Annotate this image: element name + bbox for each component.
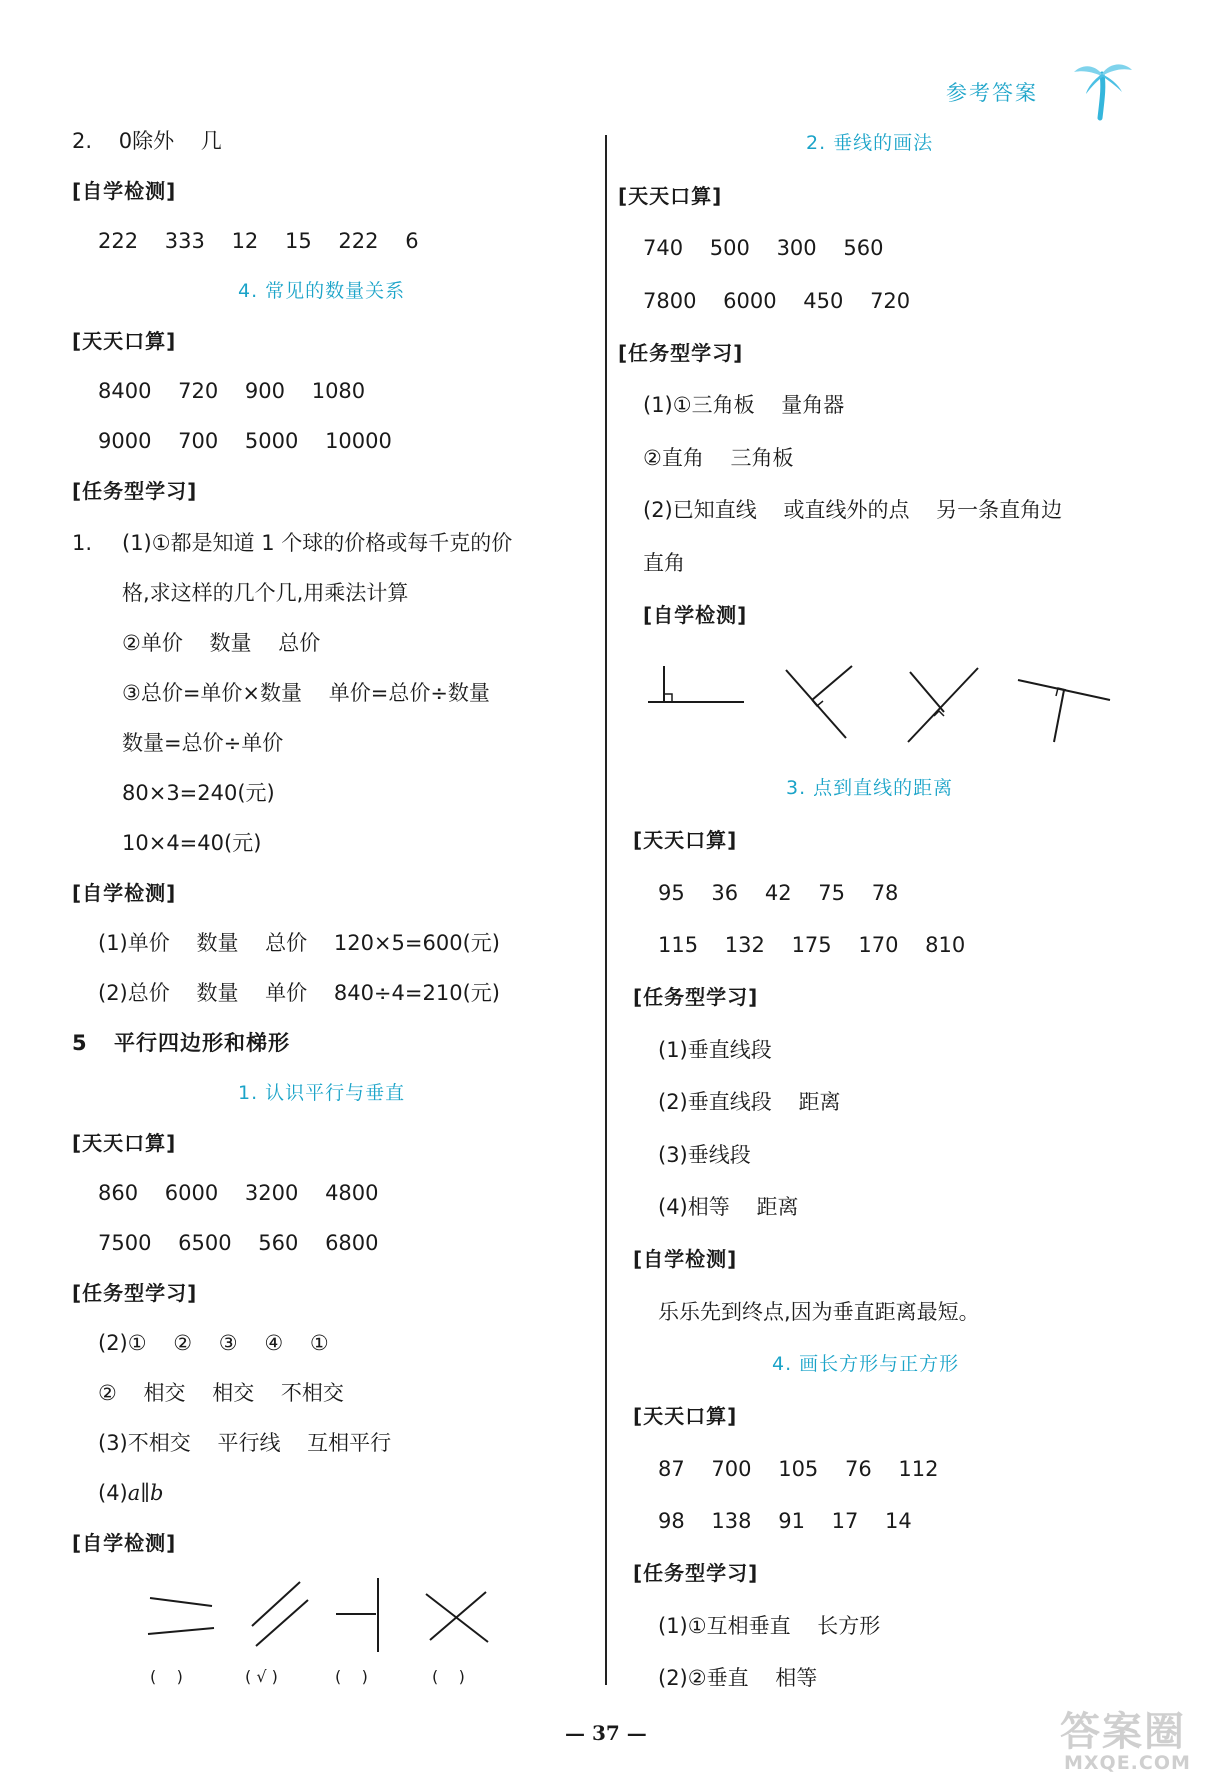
section-heading: 3. 点到直线的距离 (786, 777, 954, 799)
section-bracket-title: [天天口算] (72, 1131, 177, 1155)
answer-line: 数量=总价÷单价 (122, 731, 284, 755)
answer-line: 87 700 105 76 112 (658, 1457, 939, 1481)
answer-line: 8400 720 900 1080 (98, 379, 366, 403)
answer-bracket: ( ) (150, 1667, 183, 1686)
answer-bracket: ( √ ) (245, 1667, 278, 1686)
answer-line: (1)垂直线段 (658, 1038, 772, 1062)
answer-line: 222 333 12 15 222 6 (98, 229, 419, 253)
chapter-number: 5 (72, 1031, 87, 1055)
chapter-title: 平行四边形和梯形 (114, 1031, 290, 1055)
answer-line: 860 6000 3200 4800 (98, 1181, 379, 1205)
section-bracket-title: [任务型学习] (633, 1561, 759, 1585)
section-bracket-title: [天天口算] (618, 184, 723, 208)
answer-line: 95 36 42 75 78 (658, 881, 899, 905)
section-heading: 4. 画长方形与正方形 (772, 1353, 960, 1375)
item-number: 1. (72, 531, 93, 555)
section-bracket-title: [任务型学习] (618, 341, 744, 365)
section-bracket-title: [任务型学习] (72, 479, 198, 503)
answer-line: (1)①三角板 量角器 (643, 393, 845, 417)
answer-line: ③总价=单价×数量 单价=总价÷数量 (122, 681, 490, 705)
column-divider (605, 135, 607, 1685)
answer-line: (2)总价 数量 单价 840÷4=210(元) (98, 981, 500, 1005)
answer-line: 10×4=40(元) (122, 831, 262, 855)
answer-line: ②直角 三角板 (643, 446, 794, 470)
answer-line: 9000 700 5000 10000 (98, 429, 392, 453)
answer-line: (1)①互相垂直 长方形 (658, 1614, 881, 1638)
section-bracket-title: [自学检测] (633, 1247, 738, 1271)
figure-line-pairs (140, 1570, 520, 1670)
answer-line: 7800 6000 450 720 (643, 289, 911, 313)
watermark-logo (1060, 1700, 1210, 1782)
answer-line: (2)②垂直 相等 (658, 1666, 818, 1690)
answer-line: (1)①都是知道 1 个球的价格或每千克的价 (122, 531, 513, 555)
answer-line: 115 132 175 170 810 (658, 933, 966, 957)
answer-line: 乐乐先到终点,因为垂直距离最短。 (658, 1300, 980, 1324)
figure-perpendicular-lines (640, 660, 1120, 745)
section-bracket-title: [任务型学习] (72, 1281, 198, 1305)
answer-line: 80×3=240(元) (122, 781, 275, 805)
answer-line: (2)① ② ③ ④ ① (98, 1331, 329, 1355)
answer-line: 740 500 300 560 (643, 236, 884, 260)
section-bracket-title: [任务型学习] (633, 985, 759, 1009)
answer-line: 格,求这样的几个几,用乘法计算 (122, 581, 409, 605)
section-bracket-title: [自学检测] (72, 881, 177, 905)
header-title: 参考答案 (946, 81, 1038, 105)
palm-tree-icon (1072, 60, 1134, 120)
watermark-url: MXQE.COM (1064, 1752, 1191, 1774)
answer-line: 98 138 91 17 14 (658, 1509, 912, 1533)
section-bracket-title: [天天口算] (633, 828, 738, 852)
section-bracket-title: [自学检测] (72, 1531, 177, 1555)
page-number: — 37 — (565, 1721, 647, 1745)
section-bracket-title: [天天口算] (72, 329, 177, 353)
answer-line: (3)垂线段 (658, 1143, 751, 1167)
answer-bracket: ( ) (432, 1667, 465, 1686)
section-bracket-title: [天天口算] (633, 1404, 738, 1428)
answer-line: (2)垂直线段 距离 (658, 1090, 841, 1114)
answer-line: ② 相交 相交 不相交 (98, 1381, 344, 1405)
answer-line: (3)不相交 平行线 互相平行 (98, 1431, 392, 1455)
answer-line: 直角 (643, 551, 685, 575)
left-line-1: 2. 0除外 几 (72, 129, 222, 153)
section-heading: 4. 常见的数量关系 (238, 280, 406, 302)
section-bracket-title: [自学检测] (643, 603, 748, 627)
answer-prefix: (4) (98, 1481, 128, 1505)
answer-line (98, 1480, 163, 1506)
parallel-notation: a∥b (127, 1481, 164, 1505)
answer-line: (2)已知直线 或直线外的点 另一条直角边 (643, 498, 1063, 522)
answer-line: 7500 6500 560 6800 (98, 1231, 379, 1255)
answer-line: (1)单价 数量 总价 120×5=600(元) (98, 931, 500, 955)
section-bracket-title: [自学检测] (72, 179, 177, 203)
answer-line: (4)相等 距离 (658, 1195, 799, 1219)
answer-line: ②单价 数量 总价 (122, 631, 321, 655)
watermark-text: 答案圈 (1060, 1709, 1186, 1755)
section-heading: 2. 垂线的画法 (806, 132, 934, 154)
section-heading: 1. 认识平行与垂直 (238, 1082, 406, 1104)
answer-bracket: ( ) (335, 1667, 368, 1686)
